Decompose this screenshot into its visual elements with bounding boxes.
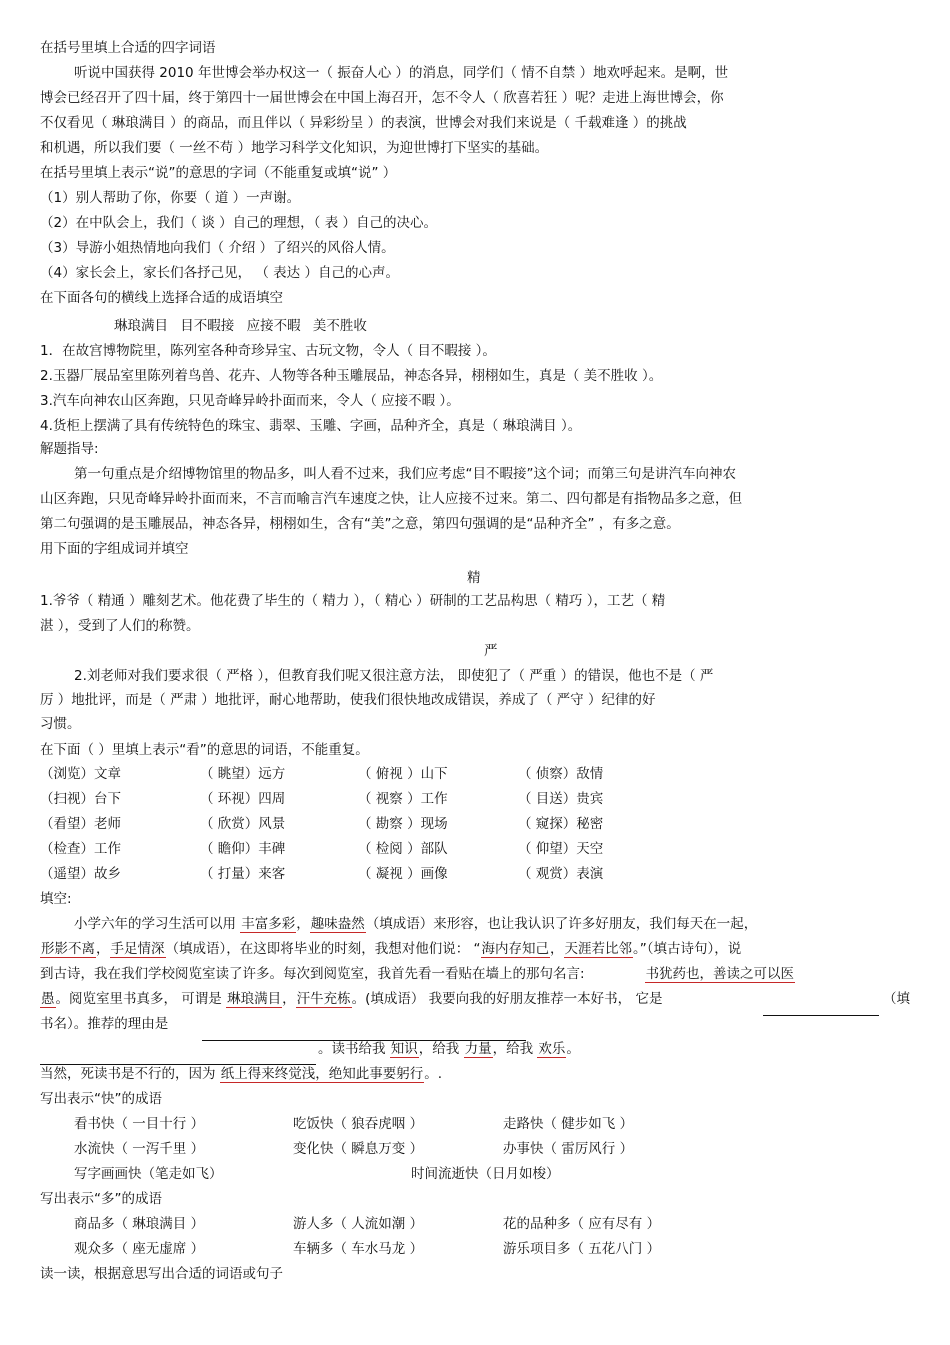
guide-line: 第二句强调的是玉雕展品，神态各异，栩栩如生，含有“美”之意，第四句强调的是“品种齐全” ，有多之意。 [40,516,680,532]
grid-cell: （ 凝视 ）画像 [358,866,448,882]
answer-underline: 琳琅满目 [227,991,282,1007]
list-item: 1．在故宫博物院里，陈列室各种奇珍异宝、古玩文物，令人（ 目不暇接 ）。 [40,343,496,359]
answer-underline: 天涯若比邻 [564,941,633,957]
grid-cell: （ 欣赏）风景 [200,816,286,832]
paragraph-line: 书名）。推荐的理由是 [40,1016,169,1032]
section-title-fill: 填空: [40,891,72,907]
section-title-many: 写出表示“多”的成语 [40,1191,162,1207]
paragraph-line: 形影不离，手足情深（填成语），在这即将毕业的时刻，我想对他们说： “海内存知己，天涯若比邻。”（填古诗句），说 [41,941,742,957]
grid-cell: （ 观赏）表演 [518,866,604,882]
grid-cell: （ 仰望）天空 [518,841,604,857]
paragraph-fragment: （填 [883,991,910,1007]
list-item: 2.玉器厂展品室里陈列着鸟兽、花卉、人物等各种玉雕展品，神态各异，栩栩如生，真是（ 美不胜收 ）。 [40,368,663,384]
grid-cell: （扫视）台下 [40,791,121,807]
reason-blank[interactable] [40,1050,316,1065]
answer-underline: 纸上得来终觉浅，绝知此事要躬行 [220,1066,424,1082]
grid-cell: （看望）老师 [40,816,121,832]
grid-cell: （ 目送）贵宾 [518,791,604,807]
grid-cell: （浏览）文章 [40,766,121,782]
paragraph-line: 听说中国获得 2010 年世博会举办权这一（ 振奋人心 ）的消息，同学们（ 情不自禁 ）地欢呼起来。是啊，世 [74,65,729,81]
answer-underline: 趣味盎然 [310,916,365,932]
char-heading: 严 [484,643,498,659]
grid-cell: 观众多（ 座无虚席 ） [74,1241,205,1257]
list-item: （1）别人帮助了你，你要（ 道 ）一声谢。 [40,190,301,206]
grid-cell: （ 视察 ）工作 [358,791,448,807]
grid-cell: 游人多（ 人流如潮 ） [293,1216,424,1232]
paragraph-line: 到古诗，我在我们学校阅览室读了许多。每次到阅览室，我首先看一看贴在墙上的那句名言: 书犹药也，善读之可以医 [40,966,795,982]
grid-cell: （ 环视）四周 [200,791,286,807]
answer-underline: 海内存知己 [481,941,550,957]
section-title-idioms: 在下面各句的横线上选择合适的成语填空 [40,290,283,306]
book-name-blank[interactable] [763,1001,879,1016]
paragraph-line: 1.爷爷（ 精通 ）雕刻艺术。他花费了毕生的（ 精力 ），（ 精心 ）研制的工艺品构思（ 精巧 ），工艺（ 精 [40,593,666,609]
section-title-fast: 写出表示“快”的成语 [40,1091,162,1107]
grid-cell: （ 勘察 ）现场 [358,816,448,832]
paragraph-line: 2.刘老师对我们要求很（ 严格 ），但教育我们呢又很注意方法， 即使犯了（ 严重 ）的错误，他也不是（ 严 [74,668,714,684]
grid-cell: （ 瞻仰）丰碑 [200,841,286,857]
grid-cell: 吃饭快（ 狼吞虎咽 ） [293,1116,424,1132]
section-title-read: 读一读，根据意思写出合适的词语或句子 [40,1266,283,1282]
grid-cell: 水流快（ 一泻千里 ） [74,1141,205,1157]
paragraph-line: 博会已经召开了四十届，终于第四十一届世博会在中国上海召开，怎不令人（ 欣喜若狂 ）呢？走进上海世博会，你 [40,90,724,106]
grid-cell: （ 眺望）远方 [200,766,286,782]
grid-cell: （检查）工作 [40,841,121,857]
paragraph-line: 当然，死读书是不行的，因为 纸上得来终觉浅，绝知此事要躬行。. [40,1066,443,1082]
list-item: （2）在中队会上，我们（ 谈 ）自己的理想，（ 表 ）自己的决心。 [40,215,438,231]
paragraph-line: 和机遇，所以我们要（ 一丝不苟 ）地学习科学文化知识，为迎世博打下坚实的基础。 [40,140,549,156]
grid-cell: （ 检阅 ）部队 [358,841,448,857]
guide-line: 山区奔跑，只见奇峰异岭扑面而来，不言而喻言汽车速度之快，让人应接不过来。第二、四句都是有指物品多之意，但 [40,491,742,507]
answer-underline: 愚 [41,991,55,1007]
section-title-four-char: 在括号里填上合适的四字词语 [40,40,216,56]
paragraph-line: 不仅看见（ 琳琅满目 ）的商品，而且伴以（ 异彩纷呈 ）的表演，世博会对我们来说是（ 千载难逢 ）的挑战 [40,115,687,131]
answer-underline: 形影不离 [41,941,95,957]
grid-cell: （遥望）故乡 [40,866,121,882]
idiom-options: 琳琅满目 目不暇接 应接不暇 美不胜收 [114,318,367,334]
grid-cell: 写字画画快（笔走如飞） [74,1166,223,1182]
grid-cell: 商品多（ 琳琅满目 ） [74,1216,205,1232]
grid-cell: 游乐项目多（ 五花八门 ） [503,1241,661,1257]
grid-cell: 时间流逝快（日月如梭） [411,1166,560,1182]
grid-cell: 车辆多（ 车水马龙 ） [293,1241,424,1257]
answer-underline: 欢乐 [538,1041,566,1057]
answer-underline: 知识 [390,1041,418,1057]
paragraph-line: 厉 ）地批评，而是（ 严肃 ）地批评，耐心地帮助，使我们很快地改成错误，养成了（ 严守 ）纪律的好 [40,692,656,708]
paragraph-line: 小学六年的学习生活可以用 丰富多彩，趣味盎然（填成语）来形容，也让我认识了许多好朋友，我们每天在一起， [74,916,758,932]
paragraph-line: 。读书给我 知识，给我 力量，给我 欢乐。 [318,1041,580,1057]
grid-cell: 看书快（ 一目十行 ） [74,1116,205,1132]
grid-cell: （ 窥探）秘密 [518,816,604,832]
list-item: 3.汽车向神农山区奔跑，只见奇峰异岭扑面而来，令人（ 应接不暇 ）。 [40,393,460,409]
grid-cell: 花的品种多（ 应有尽有 ） [503,1216,661,1232]
paragraph-line: 湛 ），受到了人们的称赞。 [40,618,200,634]
answer-underline: 力量 [464,1041,492,1057]
answer-underline: 书犹药也，善读之可以医 [645,966,795,982]
answer-underline: 丰富多彩 [241,916,296,932]
grid-cell: 变化快（ 瞬息万变 ） [293,1141,424,1157]
grid-cell: （ 侦察）敌情 [518,766,604,782]
paragraph-line: 愚。阅览室里书真多， 可谓是 琳琅满目，汗牛充栋。(填成语） 我要向我的好朋友推荐一本好书， 它是 [41,991,663,1007]
grid-cell: （ 打量）来客 [200,866,286,882]
guide-line: 第一句重点是介绍博物馆里的物品多，叫人看不过来，我们应考虑“目不暇接”这个词；而第三句是讲汽车向神农 [74,466,736,482]
char-heading: 精 [467,570,481,586]
section-title-look: 在下面（ ）里填上表示“看”的意思的词语，不能重复。 [40,742,369,758]
grid-cell: 办事快（ 雷厉风行 ） [503,1141,634,1157]
guide-title: 解题指导: [40,441,99,457]
answer-underline: 手足情深 [110,941,165,957]
section-title-word-build: 用下面的字组成词并填空 [40,541,189,557]
paragraph-line: 习惯。 [40,716,81,732]
section-title-say: 在括号里填上表示“说”的意思的字词（不能重复或填“说” ） [40,165,397,181]
list-item: （3）导游小姐热情地向我们（ 介绍 ）了绍兴的风俗人情。 [40,240,395,256]
grid-cell: （ 俯视 ）山下 [358,766,448,782]
list-item: 4.货柜上摆满了具有传统特色的珠宝、翡翠、玉雕、字画，品种齐全，真是（ 琳琅满目 ）。 [40,418,582,434]
list-item: （4）家长会上，家长们各抒己见， （ 表达 ）自己的心声。 [40,265,399,281]
answer-underline: 汗牛充栋 [296,991,351,1007]
grid-cell: 走路快（ 健步如飞 ） [503,1116,634,1132]
